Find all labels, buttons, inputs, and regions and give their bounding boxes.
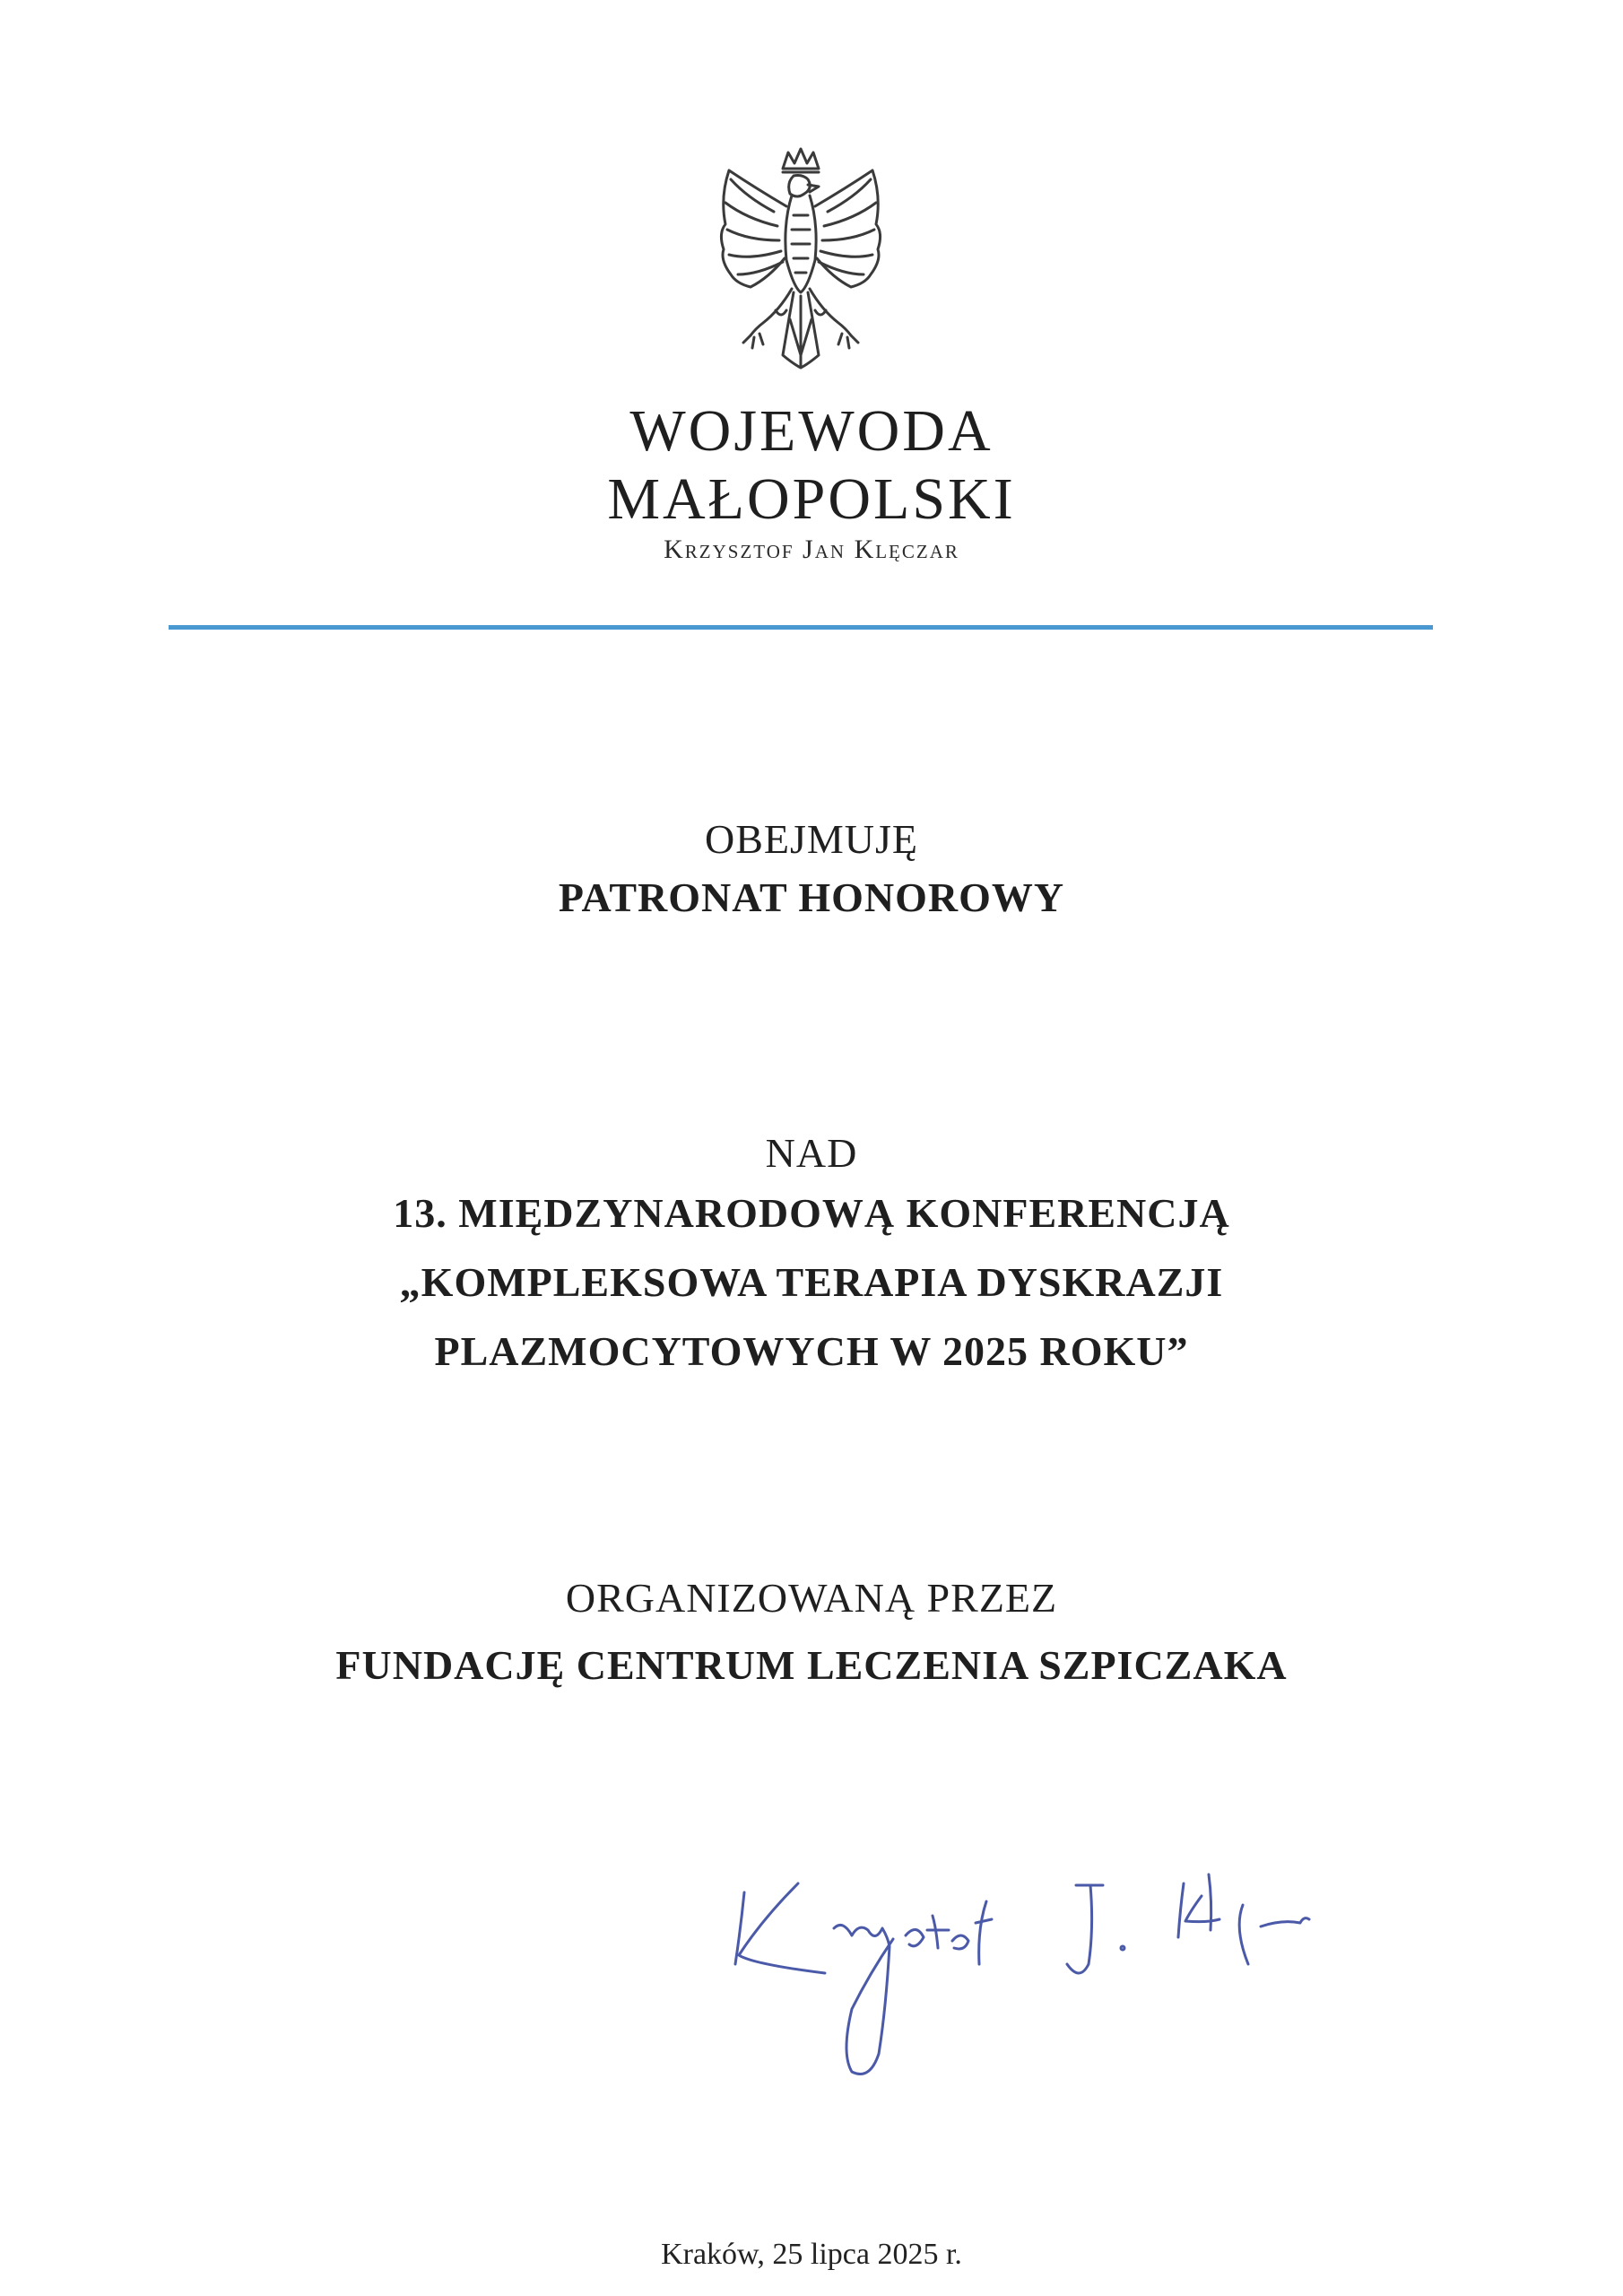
place-and-date: Kraków, 25 lipca 2025 r. xyxy=(661,2238,962,2271)
organizer-name: FUNDACJĘ CENTRUM LECZENIA SZPICZAKA xyxy=(335,1642,1288,1688)
official-name: Krzysztof Jan Klęczar xyxy=(664,535,959,564)
office-title-line2: MAŁOPOLSKI xyxy=(607,466,1016,532)
text-patronat-honorowy: PATRONAT HONOROWY xyxy=(558,874,1065,920)
conference-title-line3: PLAZMOCYTOWYCH W 2025 ROKU” xyxy=(434,1328,1189,1374)
text-nad: NAD xyxy=(765,1130,858,1176)
text-obejmuje: OBEJMUJĘ xyxy=(704,816,919,862)
header-divider xyxy=(169,625,1433,630)
handwritten-signature xyxy=(717,1830,1417,2099)
polish-eagle-emblem-icon xyxy=(693,144,908,377)
text-organizowana-przez: ORGANIZOWANĄ PRZEZ xyxy=(565,1575,1058,1621)
office-title-line1: WOJEWODA xyxy=(629,398,994,464)
conference-title-line1: 13. MIĘDZYNARODOWĄ KONFERENCJĄ xyxy=(393,1190,1230,1236)
conference-title-line2: „KOMPLEKSOWA TERAPIA DYSKRAZJI xyxy=(399,1259,1224,1305)
